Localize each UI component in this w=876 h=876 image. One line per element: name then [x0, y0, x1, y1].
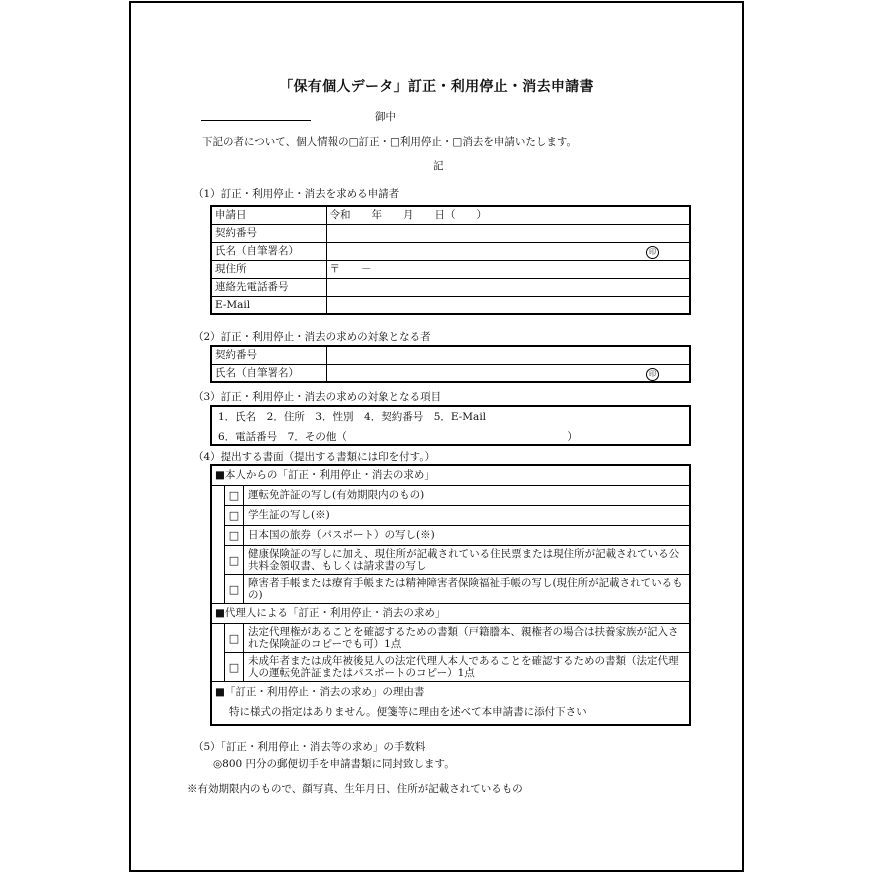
- checkbox-icon[interactable]: □: [225, 624, 244, 652]
- target-items-line1: 1．氏名 2．住所 3．性別 4．契約番号 5．E-Mail: [218, 411, 487, 423]
- document-option[interactable]: [225, 545, 689, 574]
- reason-group: [212, 681, 689, 724]
- agent-group-heading: ■代理人による「訂正・利用停止・消去の求め」: [212, 603, 689, 624]
- field-value[interactable]: [326, 364, 690, 382]
- table-row: [211, 364, 690, 382]
- document-option[interactable]: [225, 486, 689, 505]
- seal-mark-icon: 印: [646, 246, 659, 259]
- checkbox-icon[interactable]: □: [225, 526, 244, 545]
- field-label: E-Mail: [211, 296, 326, 314]
- reason-group-text: 特に様式の指定はありません。便箋等に理由を述べて本申請書に添付下さい: [229, 706, 587, 718]
- reason-group-heading: ■「訂正・利用停止・消去の求め」の理由書: [215, 686, 425, 698]
- table-row: [211, 206, 690, 224]
- field-label: 申請日: [211, 206, 326, 224]
- document-option-label: 学生証の写し(※): [248, 509, 330, 521]
- agent-group-items: [224, 624, 689, 681]
- document-option-label: 法定代理権があることを確認するための書類（戸籍謄本、親権者の場合は扶養家族が記入された保険証のコピーでも可）1点: [248, 626, 679, 650]
- document-option[interactable]: [225, 574, 689, 603]
- self-group-items: [224, 486, 689, 603]
- document-option-label: 健康保険証の写しに加え、現住所が記載されている住民票または現住所が記載されている公共料金領収書、もしくは請求書の写し: [248, 548, 680, 572]
- target-items-line2: 6．電話番号 7．その他（ ）: [218, 431, 578, 443]
- target-items-box: [210, 405, 691, 446]
- form-title: 「保有個人データ」訂正・利用停止・消去申請書: [279, 79, 594, 95]
- field-value[interactable]: [326, 224, 690, 242]
- table-row: [211, 346, 690, 364]
- self-group-heading: ■本人からの「訂正・利用停止・消去の求め」: [212, 466, 689, 486]
- field-value-text: 令和 年 月 日（ ）: [329, 209, 487, 222]
- section5-heading: （5）「訂正・利用停止・消去等の求め」の手数料: [193, 741, 426, 753]
- checkbox-icon[interactable]: □: [225, 575, 244, 603]
- table-row: [211, 224, 690, 242]
- applicant-table: [210, 205, 691, 315]
- footnote: ※有効期限内のもので、顔写真、生年月日、住所が記載されているもの: [187, 783, 523, 795]
- field-label: 氏名（自筆署名）: [211, 364, 326, 382]
- seal-mark-icon: 印: [646, 368, 659, 381]
- section2-heading: （2）訂正・利用停止・消去の求めの対象となる者: [193, 331, 431, 343]
- document-option[interactable]: [225, 652, 689, 681]
- field-label: 氏名（自筆署名）: [211, 242, 326, 260]
- field-value[interactable]: [326, 260, 690, 278]
- document-option[interactable]: [225, 505, 689, 525]
- field-value[interactable]: [326, 346, 690, 364]
- document-option-label: 運転免許証の写し(有効期限内のもの): [248, 489, 425, 501]
- table-row: [211, 242, 690, 260]
- fee-text: ◎800 円分の郵便切手を申請書類に同封致します。: [213, 758, 455, 770]
- section4-heading: （4）提出する書面（提出する書類には印を付す。）: [193, 451, 436, 463]
- document-option-label: 未成年者または成年被後見人の法定代理人本人であることを確認するための書類（法定代理人の運転免許証またはパスポートのコピー）1点: [248, 655, 679, 679]
- addressee-blank-line: [201, 120, 311, 121]
- application-form-page: [129, 1, 744, 872]
- addressee-suffix: 御中: [375, 111, 396, 123]
- table-row: [211, 260, 690, 278]
- document-option-label: 日本国の旅券（パスポート）の写し(※): [248, 529, 435, 541]
- field-value[interactable]: [326, 296, 690, 314]
- field-label: 連絡先電話番号: [211, 278, 326, 296]
- table-row: [211, 278, 690, 296]
- field-label: 現住所: [211, 260, 326, 278]
- section3-heading: （3）訂正・利用停止・消去の求めの対象となる項目: [193, 391, 442, 403]
- checkbox-icon[interactable]: □: [225, 653, 244, 681]
- field-label: 契約番号: [211, 224, 326, 242]
- section1-heading: （1）訂正・利用停止・消去を求める申請者: [193, 188, 400, 200]
- document-option-label: 障害者手帳または療育手帳または精神障害者保険福祉手帳の写し(現住所が記載されているもの): [248, 577, 683, 601]
- target-person-table: [210, 345, 691, 383]
- field-value[interactable]: [326, 242, 690, 260]
- table-row: [211, 296, 690, 314]
- documents-box: [210, 464, 691, 726]
- document-option[interactable]: [225, 624, 689, 652]
- checkbox-icon[interactable]: □: [225, 546, 244, 574]
- document-option[interactable]: [225, 525, 689, 545]
- ki-label: 記: [433, 160, 444, 172]
- field-label: 契約番号: [211, 346, 326, 364]
- field-value-text: 〒 －: [329, 263, 372, 275]
- intro-text: 下記の者について、個人情報の□訂正・□利用停止・□消去を申請いたします。: [202, 136, 578, 148]
- checkbox-icon[interactable]: □: [225, 506, 244, 525]
- checkbox-icon[interactable]: □: [225, 486, 244, 505]
- field-value[interactable]: [326, 278, 690, 296]
- field-value[interactable]: [326, 206, 690, 224]
